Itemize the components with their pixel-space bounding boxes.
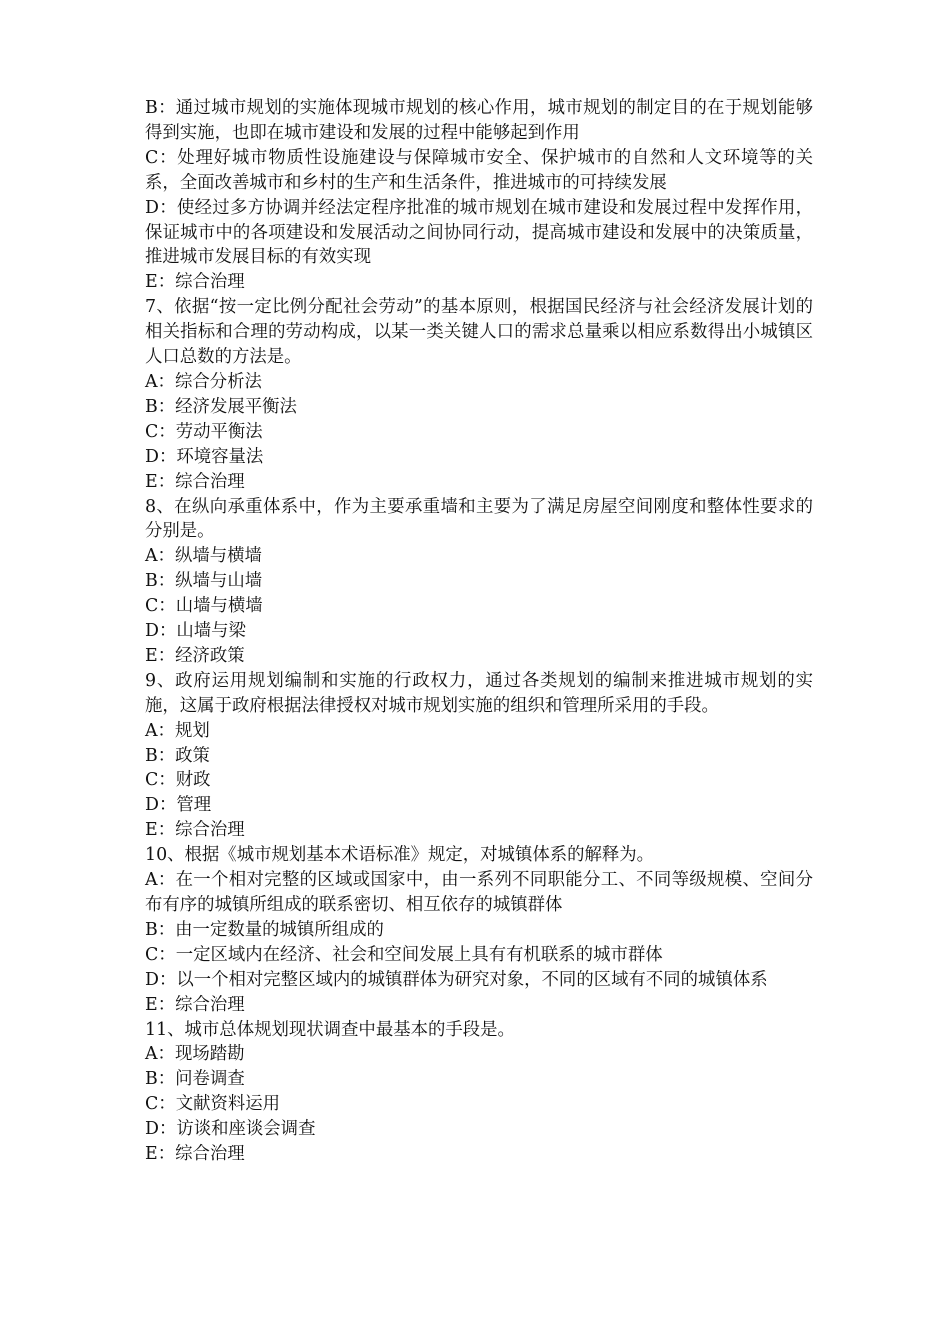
question-7-option-b: B：经济发展平衡法 (145, 396, 297, 417)
question-8-option-d: D：山墙与梁 (145, 621, 246, 642)
question-8-option-e: E：经济政策 (145, 645, 245, 666)
question-8-option-b: B：纵墙与山墙 (145, 571, 263, 592)
question-10-option-c: C：一定区域内在经济、社会和空间发展上具有有机联系的城市群体 (145, 944, 663, 965)
question-11-option-c: C：文献资料运用 (145, 1094, 281, 1115)
question-10-option-a: A：在一个相对完整的区域或国家中，由一系列不同职能分工、不同等级规模、空间分布有序的城镇所组成的联系密切、相互依存的城镇群体 (145, 870, 813, 915)
question-7-option-e: E：综合治理 (145, 471, 245, 492)
question-7: 7、依据“按一定比例分配社会劳动”的基本原则，根据国民经济与社会经济发展计划的相关指标和合理的劳动构成，以某一类关键人口的需求总量乘以相应系数得出小城镇区人口总数的方法是。 (145, 297, 813, 368)
question-10-option-d: D：以一个相对完整区域内的城镇群体为研究对象，不同的区域有不同的城镇体系 (145, 969, 768, 990)
question-10-option-e: E：综合治理 (145, 994, 245, 1015)
question-11: 11、城市总体规划现状调查中最基本的手段是。 (145, 1019, 515, 1040)
question-10: 10、根据《城市规划基本术语标准》规定，对城镇体系的解释为。 (145, 845, 655, 866)
question-7-option-c: C：劳动平衡法 (145, 421, 263, 442)
question-8-option-a: A：纵墙与横墙 (145, 546, 262, 567)
question-9-option-a: A：规划 (145, 720, 210, 741)
question-11-option-d: D：访谈和座谈会调查 (145, 1119, 316, 1140)
question-9: 9、政府运用规划编制和实施的行政权力，通过各类规划的编制来推进城市规划的实施，这属于政府根据法律授权对城市规划实施的组织和管理所采用的手段。 (145, 670, 813, 716)
question-9-option-e: E：综合治理 (145, 820, 245, 841)
question-8: 8、在纵向承重体系中，作为主要承重墙和主要为了满足房屋空间刚度和整体性要求的分别是。 (145, 496, 813, 542)
option-c-paragraph: C：处理好城市物质性设施建设与保障城市安全、保护城市的自然和人文环境等的关系，全面改善城市和乡村的生产和生活条件，推进城市的可持续发展 (145, 147, 813, 193)
option-d-paragraph: D：使经过多方协调并经法定程序批准的城市规划在城市建设和发展过程中发挥作用，保证城市中的各项建设和发展活动之间协同行动，提高城市建设和发展中的决策质量，推进城市发展目标的有效实现 (145, 197, 813, 268)
question-11-option-b: B：问卷调查 (145, 1069, 245, 1090)
question-9-option-b: B：政策 (145, 745, 210, 766)
question-8-option-c: C：山墙与横墙 (145, 596, 263, 617)
question-11-option-e: E：综合治理 (145, 1144, 245, 1165)
question-7-option-d: D：环境容量法 (145, 446, 264, 467)
document-body (145, 96, 813, 1167)
question-10-option-b: B：由一定数量的城镇所组成的 (145, 919, 384, 940)
option-e-paragraph: E：综合治理 (145, 272, 245, 293)
question-11-option-a: A：现场踏勘 (145, 1044, 245, 1065)
question-7-option-a: A：综合分析法 (145, 371, 262, 392)
question-9-option-c: C：财政 (145, 770, 211, 791)
option-b-paragraph: B：通过城市规划的实施体现城市规划的核心作用，城市规划的制定目的在于规划能够得到实施，也即在城市建设和发展的过程中能够起到作用 (145, 98, 813, 143)
question-9-option-d: D：管理 (145, 795, 212, 816)
